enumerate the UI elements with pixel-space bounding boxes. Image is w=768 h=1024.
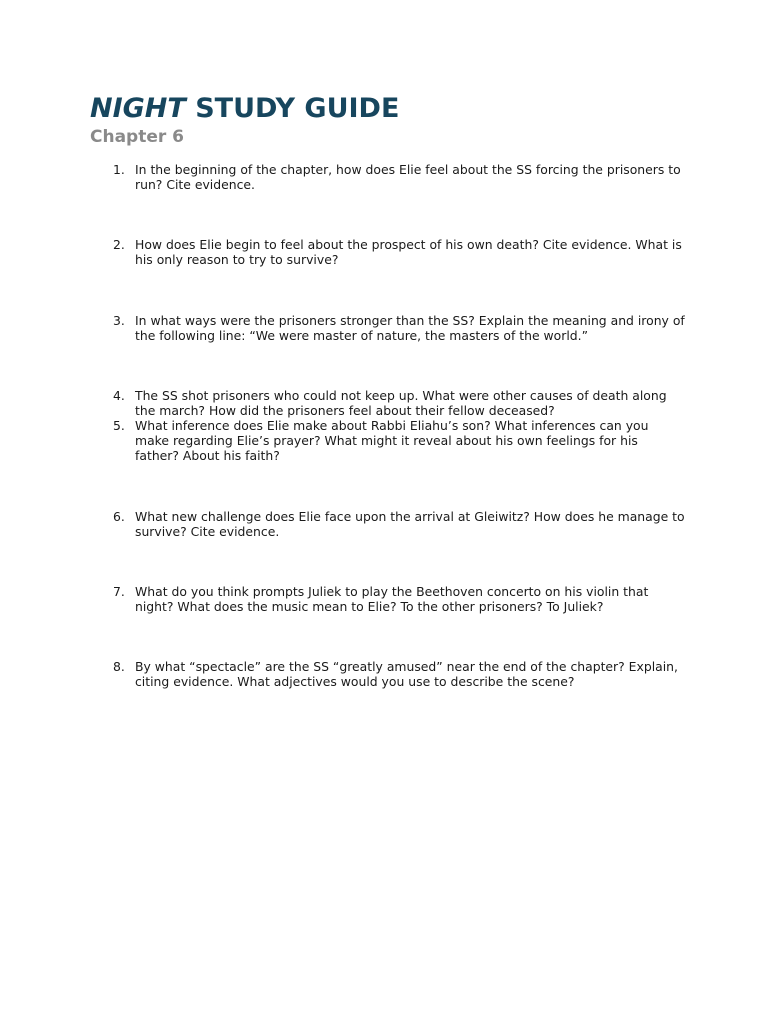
question-item bbox=[110, 584, 690, 614]
question-text: By what “spectacle” are the SS “greatly amused” near the end of the chapter? Explain, citing evidence. What adjectives would you use to describe the scene? bbox=[135, 659, 678, 689]
question-item bbox=[110, 313, 690, 343]
question-text: In what ways were the prisoners stronger than the SS? Explain the meaning and irony of the following line: “We were master of nature, the masters of the world.” bbox=[135, 313, 685, 343]
question-number: 7. bbox=[113, 584, 125, 599]
question-number: 3. bbox=[113, 313, 125, 328]
question-item bbox=[110, 388, 690, 418]
title-book-name: NIGHT bbox=[90, 93, 186, 124]
question-text: The SS shot prisoners who could not keep up. What were other causes of death along the march? How did the prisoners feel about their fellow deceased? bbox=[135, 388, 667, 418]
question-number: 1. bbox=[113, 162, 125, 177]
question-item bbox=[110, 162, 690, 192]
question-number: 6. bbox=[113, 509, 125, 524]
question-number: 5. bbox=[113, 418, 125, 433]
question-text: How does Elie begin to feel about the prospect of his own death? Cite evidence. What is his only reason to try to survive? bbox=[135, 237, 682, 267]
question-number: 2. bbox=[113, 237, 125, 252]
document-title bbox=[90, 90, 399, 128]
question-text: What do you think prompts Juliek to play the Beethoven concerto on his violin that night? What does the music mean to Elie? To the other prisoners? To Juliek? bbox=[135, 584, 649, 614]
question-text: What inference does Elie make about Rabbi Eliahu’s son? What inferences can you make regarding Elie’s prayer? What might it reveal about his own feelings for his father? About his faith? bbox=[135, 418, 649, 463]
question-item bbox=[110, 237, 690, 267]
question-text: What new challenge does Elie face upon the arrival at Gleiwitz? How does he manage to survive? Cite evidence. bbox=[135, 509, 685, 539]
question-number: 8. bbox=[113, 659, 125, 674]
question-item bbox=[110, 418, 690, 463]
question-item bbox=[110, 659, 690, 689]
title-rest: STUDY GUIDE bbox=[185, 93, 400, 124]
question-item bbox=[110, 509, 690, 539]
question-number: 4. bbox=[113, 388, 125, 403]
chapter-subtitle: Chapter 6 bbox=[90, 127, 185, 147]
question-text: In the beginning of the chapter, how does Elie feel about the SS forcing the prisoners to run? Cite evidence. bbox=[135, 162, 681, 192]
